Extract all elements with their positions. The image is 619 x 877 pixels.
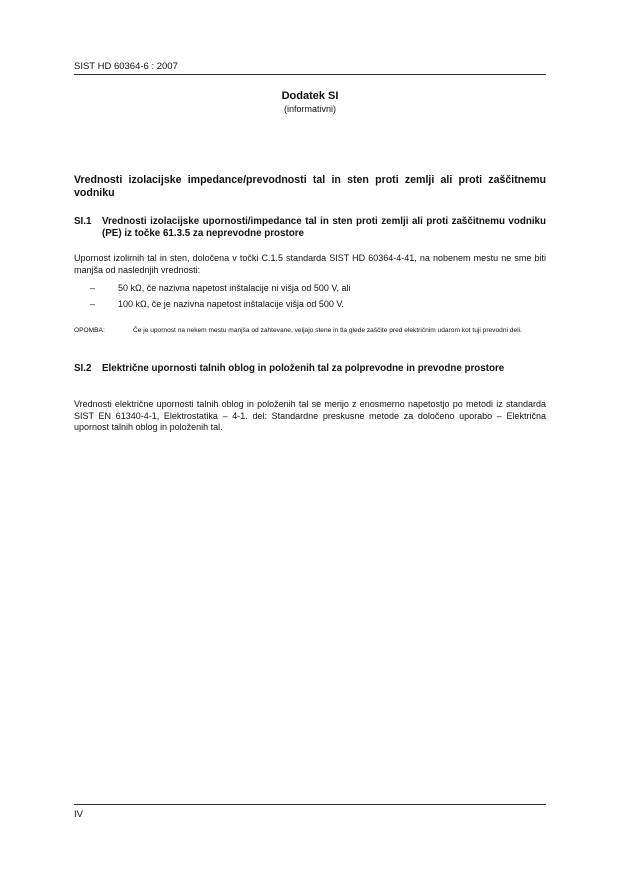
note-text: Če je upornost na nekem mestu manjša od zahtevane, veljajo stene in tla glede zaščite pred električnim udarom kot tuji prevodni deli. (133, 327, 522, 334)
section-2-number: SI.2 (74, 363, 92, 374)
annex-title: Dodatek SI (281, 90, 339, 102)
note-label: OPOMBA: (74, 327, 105, 334)
list-dash: – (90, 299, 96, 309)
section-1-number: SI.1 (74, 216, 92, 227)
page-number: IV (74, 809, 83, 820)
list-item-text: 50 kΩ, če nazivna napetost inštalacije ni višja od 500 V, ali (118, 283, 351, 293)
list-item (90, 283, 546, 299)
list-item (90, 299, 546, 315)
value-list (90, 283, 546, 315)
annex-subtitle: (informativni) (283, 104, 336, 114)
main-heading: Vrednosti izolacijske impedance/prevodnosti tal in sten proti zemlji ali proti zaščitnemu vodniku (74, 174, 546, 199)
list-dash: – (90, 283, 96, 293)
section-1-paragraph: Upornost izolirnih tal in sten, določena v točki C.1.5 standarda SIST HD 60364-4-41, na nobenem mestu ne sme biti manjša od naslednjih vrednosti: (74, 253, 546, 275)
section-2-paragraph: Vrednosti električne upornosti talnih oblog in položenih tal se merijo z enosmerno napetostjo po metodi iz standarda SIST EN 61340-4-1, Elektrostatika – 4-1. del: Standardne preskusne metode za določeno uporabo – Električna upornost talnih oblog in položenih tal. (74, 399, 546, 432)
section-1-heading (74, 216, 546, 240)
note (74, 327, 546, 336)
section-1-title: Vrednosti izolacijske upornosti/impedance tal in sten proti zemlji ali proti zaščitnemu vodniku (PE) iz točke 61.3.5 za neprevodne prostore (102, 216, 546, 239)
list-item-text: 100 kΩ, če je nazivna napetost inštalacije višja od 500 V. (118, 299, 345, 309)
section-2-title: Električne upornosti talnih oblog in položenih tal za polprevodne in prevodne prostore (102, 363, 505, 374)
document-id: SIST HD 60364-6 : 2007 (74, 61, 178, 72)
header-rule (74, 74, 546, 75)
section-2-heading (74, 363, 546, 375)
footer-rule (74, 804, 546, 805)
